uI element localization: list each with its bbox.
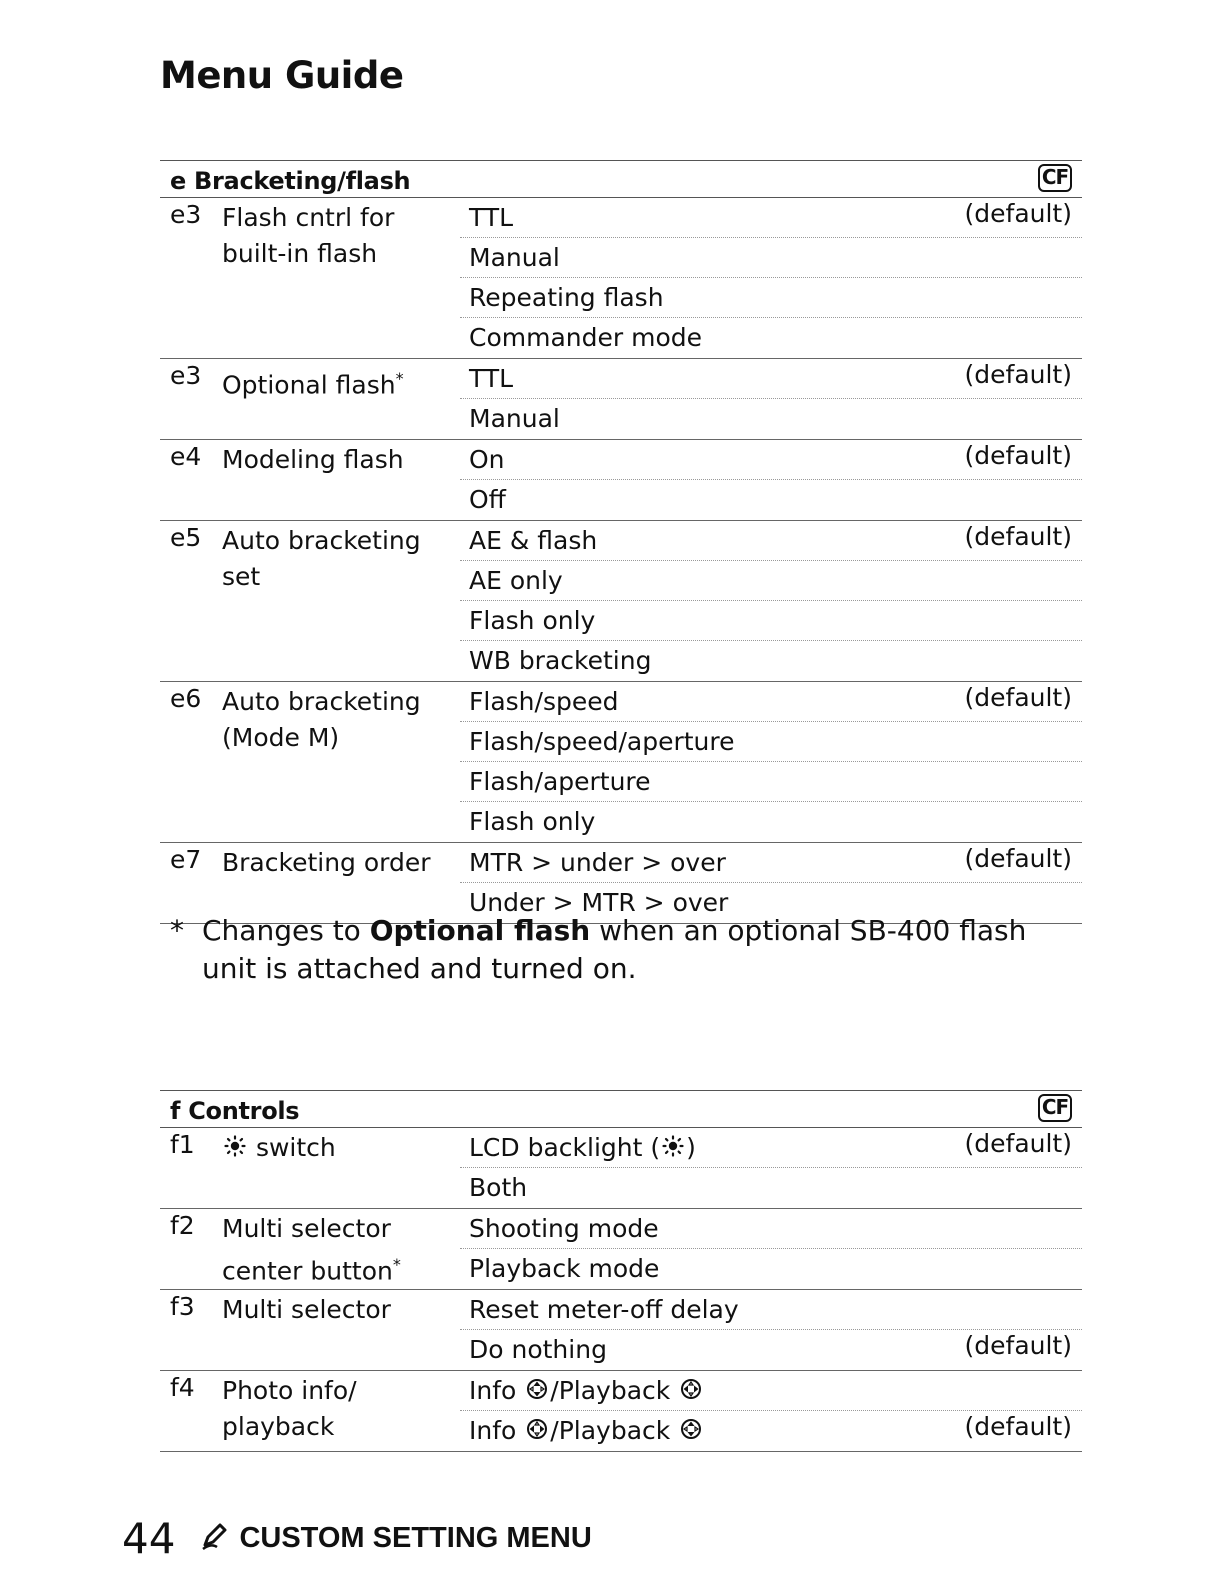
default-marker: (default): [964, 1129, 1072, 1158]
setting-label: [222, 1292, 462, 1328]
setting-group-f1: [160, 1128, 1082, 1209]
setting-code: e3: [170, 200, 202, 229]
option-row: [460, 318, 1082, 358]
default-marker: (default): [964, 683, 1072, 712]
setting-label-text: Modeling flash: [222, 445, 404, 474]
option-row: [460, 238, 1082, 278]
page-number: 44: [122, 1513, 176, 1563]
setting-label: [222, 1130, 462, 1167]
setting-group-f3: [160, 1290, 1082, 1371]
setting-group-e3: [160, 198, 1082, 359]
option-row: [460, 802, 1082, 842]
option-row: [460, 1411, 1082, 1451]
section-f-header: [160, 1090, 1082, 1128]
option-text: Repeating flash: [469, 283, 664, 312]
option-row: [460, 521, 1082, 561]
setting-group-f2: [160, 1209, 1082, 1290]
option-text: AE & flash: [469, 526, 598, 555]
option-row: [460, 1209, 1082, 1249]
option-text: Flash/speed: [469, 687, 619, 716]
option-row: [460, 1128, 1082, 1168]
option-row: [460, 198, 1082, 238]
footnote-marker: *: [392, 1255, 401, 1274]
option-text: MTR > under > over: [469, 848, 726, 877]
option-text: Flash/speed/aperture: [469, 727, 735, 756]
option-row: [460, 440, 1082, 480]
backlight-icon: [224, 1131, 246, 1167]
option-text: AE only: [469, 566, 563, 595]
setting-label-text: Multi selector center button: [222, 1214, 393, 1286]
setting-label-text: Auto bracketing set: [222, 526, 421, 591]
setting-group-e6: [160, 682, 1082, 843]
section-e-header: [160, 160, 1082, 198]
option-row: [460, 1371, 1082, 1411]
setting-group-e4: [160, 440, 1082, 521]
option-row: [460, 843, 1082, 883]
option-row: [460, 278, 1082, 318]
setting-label: [222, 442, 462, 478]
default-marker: (default): [964, 1331, 1072, 1360]
option-row: [460, 762, 1082, 802]
setting-label: [222, 684, 462, 756]
footnote-bold: Optional flash: [369, 914, 591, 947]
setting-group-e3: [160, 359, 1082, 440]
option-text: LCD backlight (: [469, 1133, 661, 1162]
setting-code: f3: [170, 1292, 195, 1321]
option-text: Manual: [469, 404, 560, 433]
default-marker: (default): [964, 441, 1072, 470]
multi-selector-leftright-icon: [680, 1372, 702, 1412]
cf-badge: CF: [1038, 1094, 1072, 1122]
setting-code: f4: [170, 1373, 195, 1402]
setting-code: e5: [170, 523, 202, 552]
option-text: Shooting mode: [469, 1214, 659, 1243]
footnote-star: *: [170, 914, 184, 947]
section-f-table: [160, 1090, 1082, 1452]
setting-code: e6: [170, 684, 202, 713]
option-text: Info: [469, 1376, 525, 1405]
default-marker: (default): [964, 199, 1072, 228]
backlight-icon: [662, 1129, 684, 1169]
setting-label-text: Bracketing order: [222, 848, 431, 877]
setting-code: f1: [170, 1130, 195, 1159]
option-text: Flash/aperture: [469, 767, 651, 796]
option-text: TTL: [469, 203, 514, 232]
option-text: Off: [469, 485, 506, 514]
option-text-2: /Playback: [550, 1416, 679, 1445]
option-text: Commander mode: [469, 323, 702, 352]
option-text: Manual: [469, 243, 560, 272]
option-text: Info: [469, 1416, 525, 1445]
setting-label-text: Photo info/ playback: [222, 1376, 357, 1441]
option-row: [460, 561, 1082, 601]
multi-selector-updown-icon: [680, 1412, 702, 1452]
default-marker: (default): [964, 1412, 1072, 1441]
option-text: WB bracketing: [469, 646, 652, 675]
page-footer: [122, 1508, 592, 1568]
footnote-marker: *: [395, 369, 404, 388]
setting-code: f2: [170, 1211, 195, 1240]
footnote-before: Changes to: [202, 914, 370, 947]
default-marker: (default): [964, 844, 1072, 873]
option-text: Reset meter-off delay: [469, 1295, 739, 1324]
option-suffix: ): [686, 1133, 696, 1162]
setting-label: [222, 1211, 462, 1289]
setting-label-text: Auto bracketing (Mode M): [222, 687, 421, 752]
section-f-name: f Controls: [170, 1097, 300, 1125]
option-row: [460, 641, 1082, 681]
option-row: [460, 1290, 1082, 1330]
pencil-icon: [197, 1519, 231, 1557]
setting-label: [222, 1373, 462, 1445]
setting-label: [222, 200, 462, 272]
setting-code: e4: [170, 442, 202, 471]
option-row: [460, 722, 1082, 762]
setting-label-text: switch: [255, 1133, 336, 1162]
footer-section-title: CUSTOM SETTING MENU: [239, 1521, 592, 1554]
option-text: Playback mode: [469, 1254, 660, 1283]
option-text: TTL: [469, 364, 514, 393]
setting-code: e7: [170, 845, 202, 874]
option-text: Do nothing: [469, 1335, 607, 1364]
setting-label-text: Multi selector: [222, 1295, 391, 1324]
option-text-2: /Playback: [550, 1376, 679, 1405]
page-title: Menu Guide: [160, 54, 404, 97]
multi-selector-leftright-icon: [526, 1412, 548, 1452]
setting-label-text: Flash cntrl for built-in flash: [222, 203, 395, 268]
option-row: [460, 601, 1082, 641]
option-row: [460, 682, 1082, 722]
option-text: Under > MTR > over: [469, 888, 729, 917]
default-marker: (default): [964, 522, 1072, 551]
setting-label: [222, 523, 462, 595]
footnote-after: when an optional SB-400 flash unit is attached and turned on.: [202, 914, 1027, 985]
option-text: Flash only: [469, 606, 596, 635]
option-row: [460, 480, 1082, 520]
section-e-table: [160, 160, 1082, 924]
cf-badge: CF: [1038, 164, 1072, 192]
setting-label: [222, 361, 462, 403]
option-text: On: [469, 445, 505, 474]
option-row: [460, 1330, 1082, 1370]
setting-label: [222, 845, 462, 881]
footnote-text: [202, 912, 1082, 988]
setting-label-text: Optional flash: [222, 370, 396, 400]
option-row: [460, 1249, 1082, 1289]
option-row: [460, 1168, 1082, 1208]
setting-group-f4: [160, 1371, 1082, 1452]
setting-code: e3: [170, 361, 202, 390]
default-marker: (default): [964, 360, 1072, 389]
option-row: [460, 359, 1082, 399]
multi-selector-updown-icon: [526, 1372, 548, 1412]
option-text: Both: [469, 1173, 528, 1202]
section-e-name: e Bracketing/flash: [170, 167, 411, 195]
option-row: [460, 399, 1082, 439]
option-text: Flash only: [469, 807, 596, 836]
footnote: [160, 912, 1082, 988]
setting-group-e5: [160, 521, 1082, 682]
